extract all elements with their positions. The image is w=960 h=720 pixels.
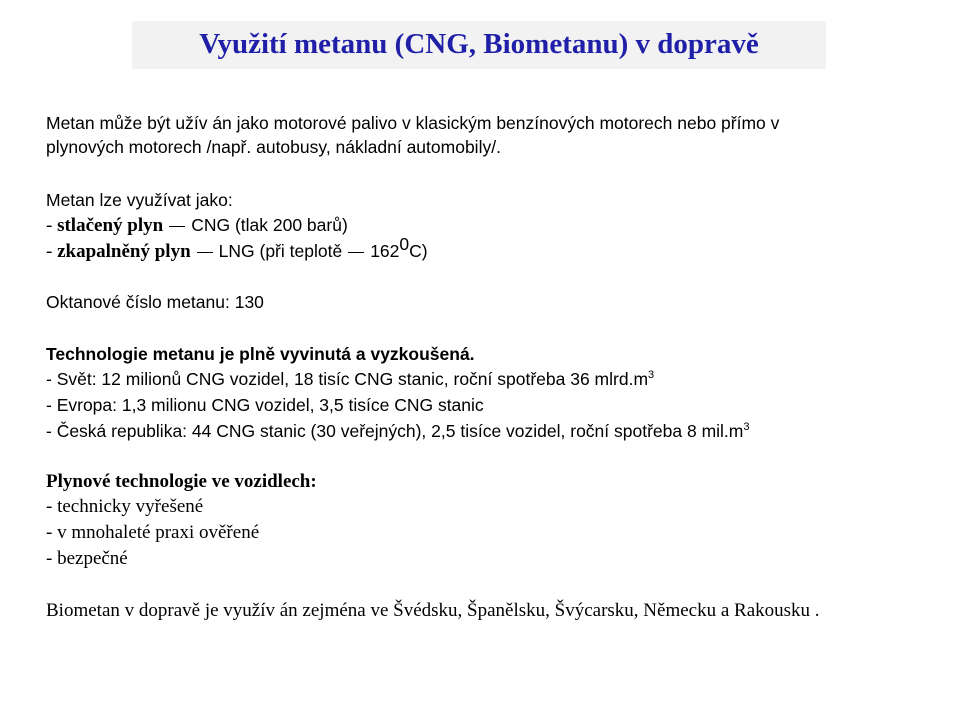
minus-icon — [348, 252, 364, 253]
usage-item-lng — [46, 234, 428, 263]
octane-number: Oktanové číslo metanu: 130 — [46, 292, 264, 312]
biomethane-statement: Biometan v dopravě je využív án zejména ve Švédsku, Španělsku, Švýcarsku, Německu a Rakousku . — [46, 600, 820, 621]
gas-tech-heading: Plynové technologie ve vozidlech: — [46, 471, 317, 492]
gas-tech-item-3: - bezpečné — [46, 548, 128, 569]
usage-item-cng-bold: stlačený plyn — [57, 215, 164, 236]
usage-item-cng-rest: CNG (tlak 200 barů) — [191, 215, 348, 235]
technology-item-world-sup: 3 — [648, 369, 655, 381]
usage-item-cng-prefix: - — [46, 215, 58, 236]
technology-item-czech — [46, 420, 750, 442]
technology-item-europe: - Evropa: 1,3 milionu CNG vozidel, 3,5 tisíce CNG stanic — [46, 395, 484, 415]
gas-tech-item-1: - technicky vyřešené — [46, 496, 204, 517]
usage-item-lng-sup: 0 — [399, 234, 410, 254]
technology-item-czech-sup: 3 — [743, 421, 750, 433]
technology-item-world-text: - Svět: 12 milionů CNG vozidel, 18 tisíc CNG stanic, roční spotřeba 36 mlrd.m — [46, 369, 649, 389]
usage-item-lng-rest-a: LNG (při teplotě — [218, 241, 343, 261]
intro-line-2: plynových motorech /např. autobusy, nákladní automobily/. — [46, 137, 501, 157]
usage-heading: Metan lze využívat jako: — [46, 190, 233, 210]
gas-tech-item-2: - v mnohaleté praxi ověřené — [46, 522, 260, 543]
usage-item-cng — [46, 214, 348, 237]
intro-line-1: Metan může být užív án jako motorové palivo v klasickým benzínových motorech nebo přímo v — [46, 113, 780, 133]
usage-item-lng-rest-c: C) — [409, 241, 428, 261]
technology-heading: Technologie metanu je plně vyvinutá a vyzkoušená. — [46, 344, 475, 364]
title-box — [132, 21, 826, 69]
dash-icon — [169, 226, 185, 227]
usage-item-lng-prefix: - — [46, 241, 58, 262]
dash-icon — [197, 252, 213, 253]
page-title: Využití metanu (CNG, Biometanu) v dopravě — [199, 28, 759, 60]
usage-item-lng-rest-b: 162 — [370, 241, 400, 261]
technology-item-czech-text: - Česká republika: 44 CNG stanic (30 veřejných), 2,5 tisíce vozidel, roční spotřeba 8 mil.m — [46, 421, 744, 441]
technology-item-world — [46, 368, 654, 390]
usage-item-lng-bold: zkapalněný plyn — [57, 241, 191, 262]
